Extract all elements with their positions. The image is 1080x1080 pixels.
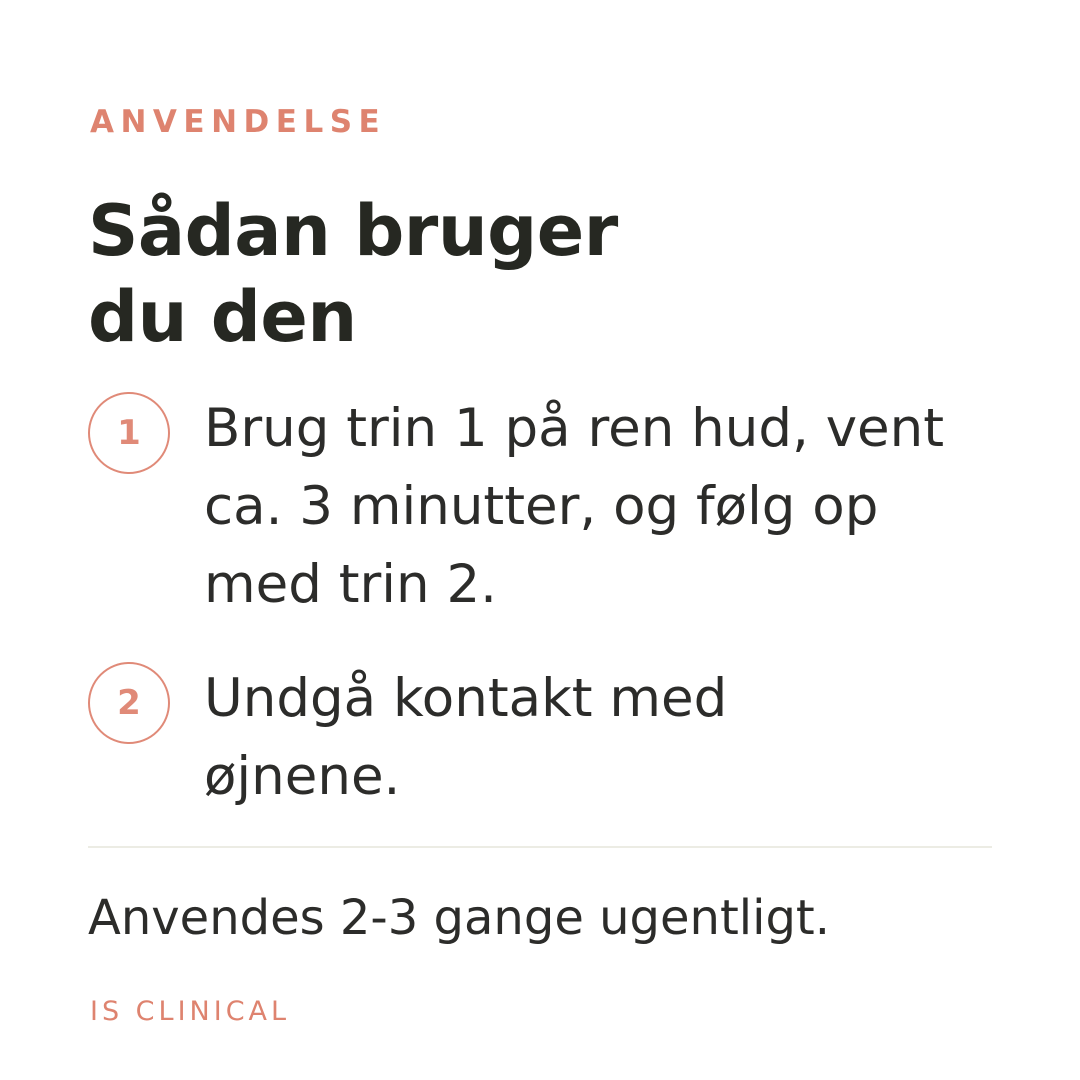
brand-label: IS CLINICAL — [90, 996, 291, 1027]
step-text-line: ca. 3 minutter, og følg op — [204, 476, 879, 537]
title-line-1: Sådan bruger — [88, 190, 618, 272]
step-text-line: Undgå kontakt med — [204, 668, 728, 729]
frequency-note: Anvendes 2-3 gange ugentligt. — [88, 890, 830, 946]
step-number-badge: 2 — [88, 662, 170, 744]
step-text-line: med trin 2. — [204, 554, 498, 615]
step-text-line: Brug trin 1 på ren hud, vent — [204, 398, 945, 459]
page-title — [88, 188, 988, 360]
step-text — [204, 660, 1004, 816]
divider — [88, 846, 992, 848]
step-text-line: øjnene. — [204, 746, 401, 807]
step-text — [204, 390, 1004, 624]
step-number-badge: 1 — [88, 392, 170, 474]
section-eyebrow: ANVENDELSE — [90, 104, 387, 140]
title-line-2: du den — [88, 276, 357, 358]
